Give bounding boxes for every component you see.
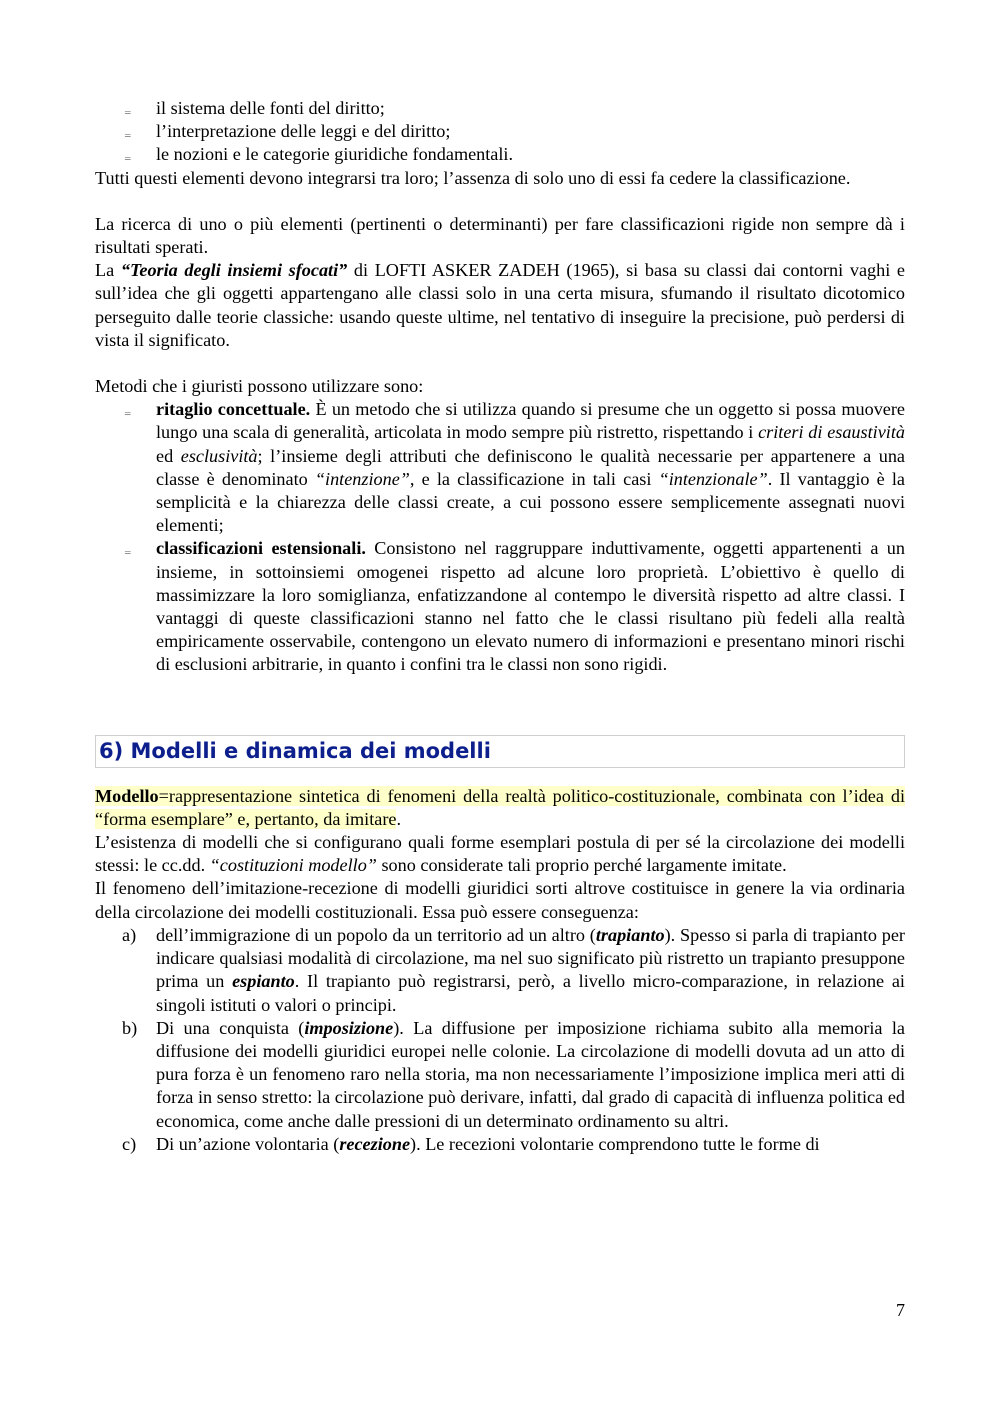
term: classificazioni estensionali. <box>156 538 366 559</box>
paragraph: L’esistenza di modelli che si configurano quali forme esemplari postula di per sé la circolazione dei modelli stessi: le cc.dd. “costituzioni modello” sono considerate tali proprio perché largamente imitate. <box>95 832 905 876</box>
page-number: 7 <box>896 1300 905 1320</box>
term: ritaglio concettuale. <box>156 399 311 420</box>
bullet: ‗ <box>125 403 131 416</box>
paragraph: Il fenomeno dell’imitazione-recezione di modelli giuridici sorti altrove costituisce in genere la via ordinaria della circolazione dei modelli costituzionali. Essa può essere conseguenza: <box>95 878 905 922</box>
list-item: c) Di un’azione volontaria (recezione). Le recezioni volontarie comprendono tutte le forme di <box>122 1133 820 1154</box>
consequences-list <box>95 924 905 1156</box>
paragraph: La “Teoria degli insiemi sfocati” di LOFTI ASKER ZADEH (1965), si basa su classi dai contorni vaghi e sull’idea che gli oggetti appartengano alle classi solo in una certa misura, sfumando il risultato dicotomico perseguito dalle teorie classiche: usando queste ultime, nel tentativo di inseguire la precisione, può perdersi di vista il significato. <box>95 260 905 350</box>
list-item: ‗ il sistema delle fonti del diritto; <box>95 97 905 120</box>
bullet: ‗ <box>125 125 131 138</box>
methods-list <box>95 398 905 676</box>
paragraph: Metodi che i giuristi possono utilizzare sono: <box>95 376 424 397</box>
list-item: a) dell’immigrazione di un popolo da un territorio ad un altro (trapianto). Spesso si parla di trapianto per indicare qualsiasi modalità di circolazione, ma nel suo significato più ristretto un trapianto presuppone prima un espianto. Il trapianto può registrarsi, però, a livello micro-comparazione, in relazione ai singoli istituti o valori o principi. <box>122 924 905 1015</box>
bullet: ‗ <box>125 148 131 161</box>
paragraph: La ricerca di uno o più elementi (pertinenti o determinanti) per fare classificazioni rigide non sempre dà i risultati sperati. <box>95 213 905 258</box>
list-item: b) Di una conquista (imposizione). La diffusione per imposizione richiama subito alla memoria la diffusione dei modelli giuridici europei nelle colonie. La circolazione di modelli dovuta ad un atto di pura forza è un fenomeno raro nella storia, ma non necessariamente l’imposizione implica meri atti di forza in senso stretto: la circolazione può derivare, infatti, dal grado di capacità di influenza politica ed economica, come anche dalle pressioni di un determinato ordinamento su altri. <box>122 1017 905 1131</box>
sources-list <box>95 97 905 167</box>
list-item: ‗ le nozioni e le categorie giuridiche fondamentali. <box>95 143 905 166</box>
highlighted-definition: Modello=rappresentazione sintetica di fenomeni della realtà politico-costituzionale, combinata con l’idea di “forma esemplare” e, pertanto, da imitare <box>95 785 905 829</box>
bullet: ‗ <box>125 542 131 555</box>
definition-paragraph: Modello=rappresentazione sintetica di fenomeni della realtà politico-costituzionale, combinata con l’idea di “forma esemplare” e, pertanto, da imitare. <box>95 785 905 829</box>
list-item: ‗ ritaglio concettuale. È un metodo che si utilizza quando si presume che un oggetto si possa muovere lungo una scala di generalità, articolata in modo sempre più ristretto, rispettando i criteri di esaustività ed esclusività; l’insieme degli attributi che definiscono le qualità necessarie per appartenere a una classe è denominato “intenzione”, e la classificazione in tali casi “intenzionale”. Il vantaggio è la semplicità e la chiarezza delle classi create, a cui possono essere semplicemente assegnati nuovi elementi; <box>125 399 906 536</box>
list-item: ‗ classificazioni estensionali. Consistono nel raggruppare induttivamente, oggetti appartenenti a un insieme, in sottoinsiemi omogenei rispetto ad alcune loro proprietà. L’obiettivo è quello di massimizzare la loro somiglianza, enfatizzandone al contempo le diversità rispetto ad altre classi. I vantaggi di queste classificazioni stanno nel fatto che le classi risultano più fedeli alla realtà empiricamente osservabile, contengono un elevato numero di informazioni e presentano minori rischi di esclusioni arbitrarie, in quanto i confini tra le classi non sono rigidi. <box>125 538 905 675</box>
page-content <box>95 97 905 1156</box>
paragraph: Tutti questi elementi devono integrarsi tra loro; l’assenza di solo uno di essi fa cedere la classificazione. <box>95 167 851 188</box>
section-heading: 6) Modelli e dinamica dei modelli <box>95 735 905 768</box>
bullet: ‗ <box>125 102 131 114</box>
list-item: ‗ l’interpretazione delle leggi e del diritto; <box>95 120 905 143</box>
theory-title: “Teoria degli insiemi sfocati” <box>120 260 348 281</box>
